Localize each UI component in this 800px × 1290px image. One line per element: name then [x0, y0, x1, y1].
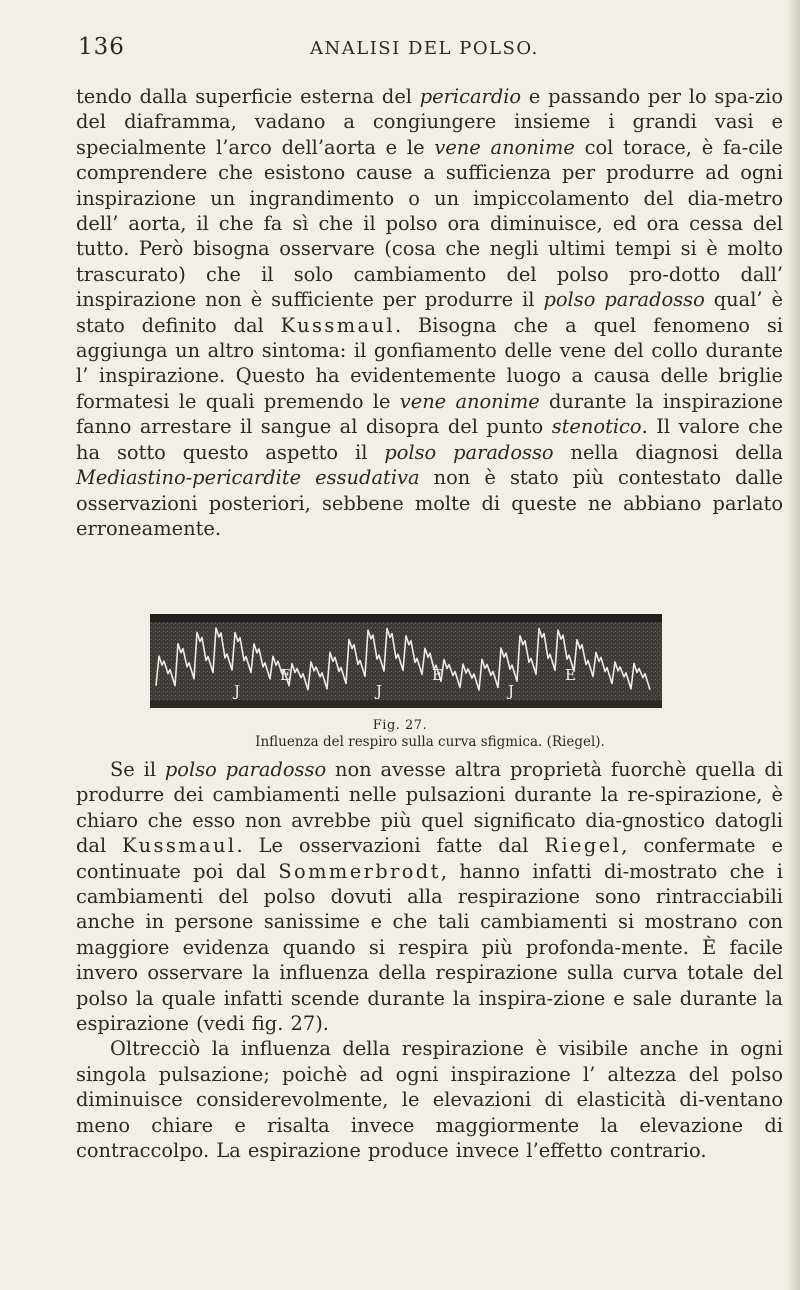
figure-caption: Influenza del respiro sulla curva sfigmica. (Riegel). — [255, 734, 605, 750]
figure-label-j3: J — [508, 682, 515, 700]
figure-27-sphygmogram — [150, 614, 662, 708]
author-name: Kussmaul — [280, 313, 395, 337]
figure-label-e3: E — [565, 666, 576, 684]
pulse-curve-image — [150, 614, 662, 708]
figure-number: Fig. 27. — [372, 718, 428, 733]
page-edge-shadow — [786, 0, 800, 1290]
figure-label-j1: J — [234, 682, 241, 700]
figure-label-e1: E — [280, 666, 291, 684]
paragraph-1: tendo dalla superficie esterna del pericardio e passando per lo spa-zio del diaframma, vadano a congiungere insieme i grandi vasi e specialmente l’arco dell’aorta e le vene anonime col torace, è fa-cile comprendere che esistono cause a sufficienza per produrre ad ogni inspirazione un ingrandimento o un impiccolamento del dia-metro dell’ aorta, il che fa sì che il polso ora diminuisce, ed ora cessa del tutto. Però bisogna osservare (cosa che negli ultimi tempi si è molto trascurato) che il solo cambiamento del polso pro-dotto dall’ inspirazione non è sufficiente per produrre il polso paradosso qual’ è stato definito dal Kussmaul. Bisogna che a quel fenomeno si aggiunga un altro sintoma: il gonfiamento delle vene del collo durante l’ inspirazione. Questo ha evidentemente luogo a causa delle briglie formatesi le quali premendo le vene anonime durante la inspirazione fanno arrestare il sangue al disopra del punto stenotico. Il valore che ha sotto questo aspetto il polso paradosso nella diagnosi della Mediastino-pericardite essudativa non è stato più contestato dalle osservazioni posteriori, sebbene molte di queste ne abbiano parlato erroneamente. — [76, 85, 784, 540]
figure-label-e2: E — [432, 666, 443, 684]
author-name: Kussmaul — [122, 834, 237, 858]
paragraph-2: Se il polso paradosso non avesse altra proprietà fuorchè quella di produrre dei cambiamenti nelle pulsazioni durante la re-spirazione, è chiaro che esso non avrebbe più quel significato dia-gnostico datogli dal Kussmaul. Le osservazioni fatte dal Riegel, confermate e continuate poi dal Sommerbrodt, hanno infatti di-mostrato che i cambiamenti del polso dovuti alla respirazione sono rintracciabili anche in persone sanissime e che tali cambiamenti si mostrano con maggiore evidenza quando si respira più profonda-mente. È facile invero osservare la influenza della respirazione sulla curva totale del polso la quale infatti scende durante la inspira-zione e sale durante la espirazione (vedi fig. 27). — [76, 758, 783, 1036]
author-name: Sommerbrodt — [278, 859, 441, 883]
paragraph-3: Oltrecciò la influenza della respirazione è visibile anche in ogni singola pulsazione; poichè ad ogni inspirazione l’ altezza del polso diminuisce considerevolmente, le elevazioni di elasticità di-ventano meno chiare e risalta invece maggiormente la elevazione di contraccolpo. La espirazione produce invece l’effetto contrario. — [76, 1037, 783, 1163]
page-header — [78, 34, 678, 64]
running-head: ANALISI DEL POLSO. — [310, 38, 539, 59]
page-number: 136 — [78, 34, 125, 60]
figure-label-j2: J — [376, 682, 383, 700]
paragraphs-2-3 — [76, 757, 783, 1164]
author-name: Riegel — [544, 834, 622, 858]
